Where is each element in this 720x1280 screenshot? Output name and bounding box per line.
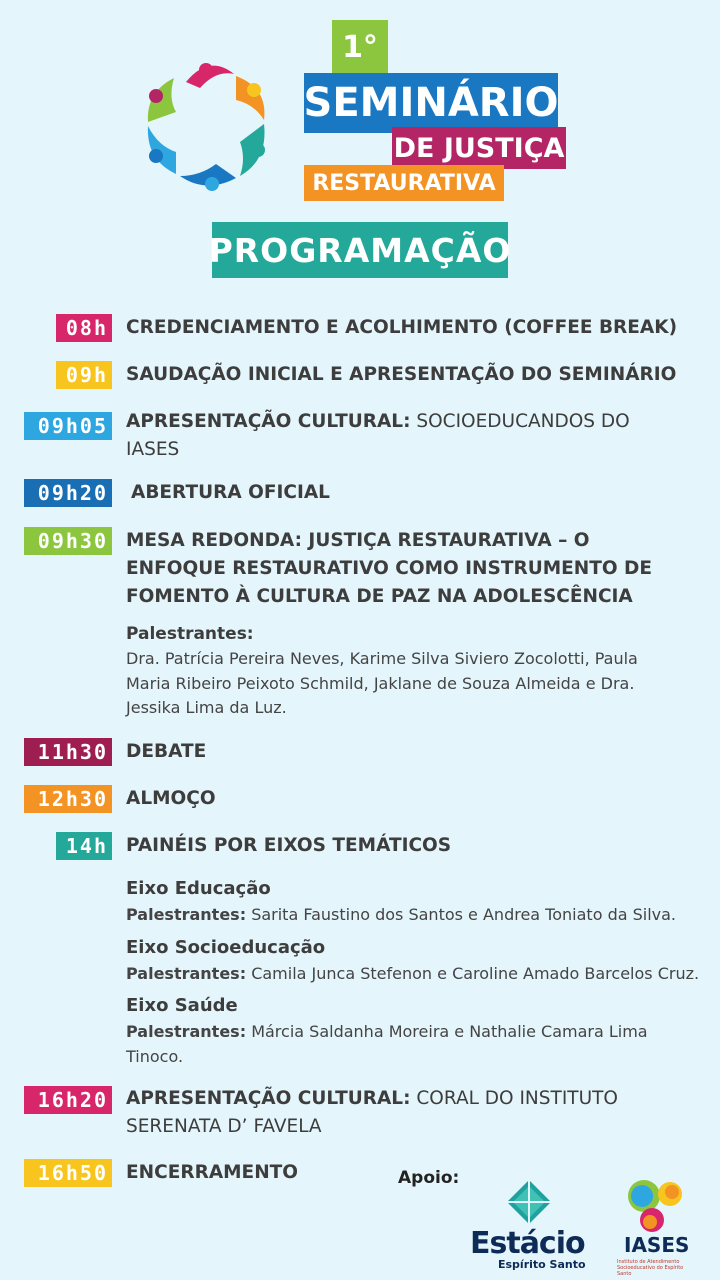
- time-badge: 09h30: [24, 527, 112, 555]
- iases-circles-logo: [622, 1176, 688, 1238]
- estacio-diamond-logo: [505, 1178, 553, 1226]
- iases-name: IASES: [624, 1233, 690, 1257]
- time-badge: 14h: [56, 832, 112, 860]
- ordinal-box: 1°: [332, 20, 388, 74]
- time-badge: 09h: [56, 361, 112, 389]
- time-badge: 08h: [56, 314, 112, 342]
- speakers-names: Dra. Patrícia Pereira Neves, Karime Silva Siviero Zocolotti, Paula Maria Ribeiro Peixoto Schmild, Jaklane de Souza Almeida e Dra. Jessika Lima da Luz.: [126, 649, 638, 717]
- time-badge: 12h30: [24, 785, 112, 813]
- speakers-names: Márcia Saldanha Moreira e Nathalie Camara Lima Tinoco.: [126, 1022, 648, 1066]
- eixo-title: Eixo Socioeducação: [126, 937, 326, 958]
- schedule-item-title-bold: APRESENTAÇÃO CULTURAL:: [126, 411, 411, 432]
- schedule-item-title-regular: CORAL DO INSTITUTO SERENATA D’ FAVELA: [126, 1088, 618, 1137]
- time-badge: 09h20: [24, 479, 112, 507]
- people-circle-logo: [136, 52, 282, 198]
- iases-subtitle: Instituto de Atendimento Socioeducativo do Espírito Santo: [617, 1259, 684, 1277]
- time-badge: 09h05: [24, 412, 112, 440]
- schedule-item-title: ALMOÇO: [126, 788, 216, 809]
- time-badge: 16h20: [24, 1086, 112, 1114]
- title-seminario: SEMINÁRIO: [304, 73, 558, 133]
- section-title-programacao: PROGRAMAÇÃO: [212, 222, 508, 278]
- apoio-label: Apoio:: [398, 1168, 460, 1188]
- time-badge: 11h30: [24, 738, 112, 766]
- speakers-names: Sarita Faustino dos Santos e Andrea Toniato da Silva.: [246, 905, 677, 924]
- schedule-item-title: MESA REDONDA: JUSTIÇA RESTAURATIVA – O ENFOQUE RESTAURATIVO COMO INSTRUMENTO DE FOMENTO À CULTURA DE PAZ NA ADOLESCÊNCIA: [126, 530, 653, 607]
- eixo-title: Eixo Educação: [126, 878, 271, 899]
- schedule-item-title: ABERTURA OFICIAL: [131, 482, 330, 503]
- estacio-subtitle: Espírito Santo: [498, 1258, 586, 1271]
- schedule-item-title: SAUDAÇÃO INICIAL E APRESENTAÇÃO DO SEMINÁRIO: [126, 364, 677, 385]
- title-restaurativa: RESTAURATIVA: [304, 165, 504, 201]
- speakers-label: Palestrantes:: [126, 964, 247, 983]
- schedule-item-title-regular: SOCIOEDUCANDOS DO IASES: [126, 411, 630, 460]
- schedule-item-title: [126, 408, 636, 464]
- schedule-item-title: CREDENCIAMENTO E ACOLHIMENTO (COFFEE BREAK): [126, 317, 678, 338]
- schedule-item-title: ENCERRAMENTO: [126, 1162, 299, 1183]
- speakers-names: Camila Junca Stefenon e Caroline Amado Barcelos Cruz.: [246, 964, 700, 983]
- schedule-item-title-bold: APRESENTAÇÃO CULTURAL:: [126, 1088, 411, 1109]
- eixo-speakers: [126, 962, 706, 987]
- speakers-label: Palestrantes:: [126, 1022, 247, 1041]
- title-de-justica: DE JUSTIÇA: [392, 127, 566, 169]
- mesa-speakers: [126, 621, 656, 721]
- estacio-name: Estácio: [470, 1226, 585, 1261]
- speakers-label: Palestrantes:: [126, 905, 247, 924]
- eixo-speakers: [126, 1020, 666, 1069]
- eixo-speakers: [126, 903, 706, 928]
- schedule-item-title: DEBATE: [126, 741, 207, 762]
- eixo-title: Eixo Saúde: [126, 995, 238, 1016]
- speakers-label: Palestrantes:: [126, 624, 254, 644]
- schedule-item-title: [126, 1085, 646, 1141]
- time-badge: 16h50: [24, 1159, 112, 1187]
- schedule-item-title: PAINÉIS POR EIXOS TEMÁTICOS: [126, 835, 452, 856]
